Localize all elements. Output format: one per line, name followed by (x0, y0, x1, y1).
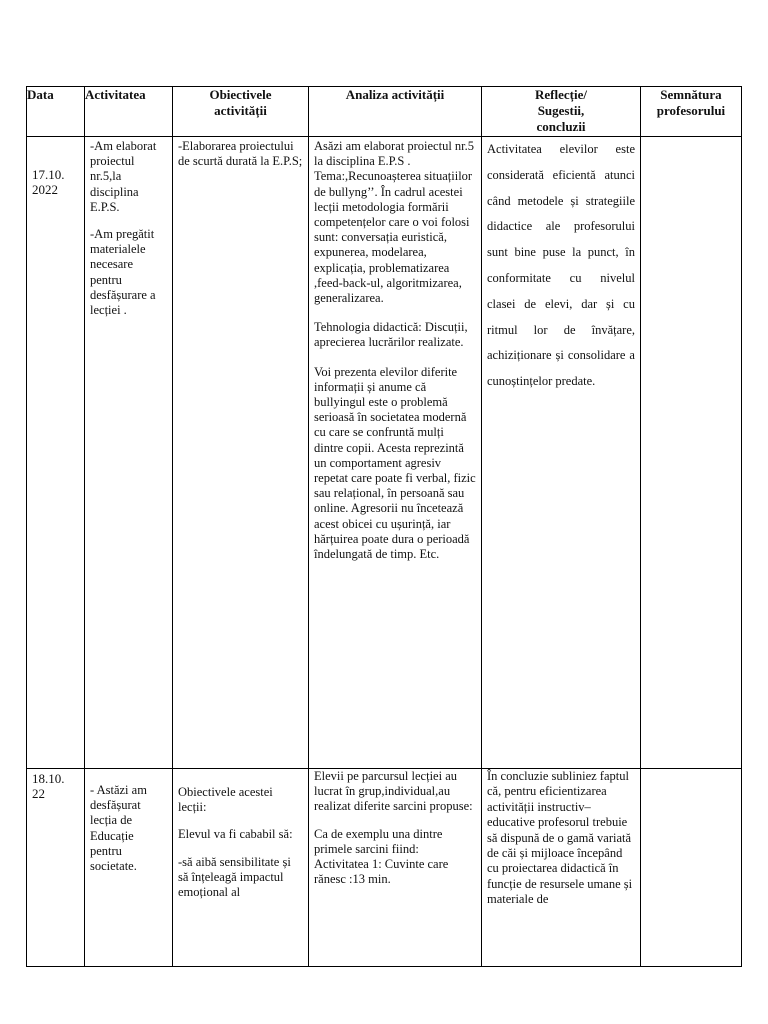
cell-analiza: Asăzi am elaborat proiectul nr.5 la disciplina E.P.S . Tema:,Recunoașterea situațiilor de bullyng’’. În cadrul acestei lecții metodologia formării competențelor care o voi folosi sunt: conversația euristică, expunerea, modelarea, explicația, problematizarea ,feed-back-ul, algoritmizarea, generalizarea. Tehnologia didactică: Discuții, aprecierea lucrărilor realizate. Voi prezenta elevilor diferite informații și anume că bullyingul este o problemă serioasă în societatea modernă cu care se confruntă mulți dintre copii. Acesta reprezintă un comportament agresiv repetat care poate fi verbal, fizic sau relațional, în persoană sau online. Agresorii nu încetează acest obicei cu ușurință, iar hărțuirea poate dura o perioadă îndelungată de timp. Etc. (309, 137, 482, 769)
cell-reflectie: Activitatea elevilor este considerată eficientă atunci când metodele și strategiile didactice ale profesorului sunt bine puse la punct, în conformitate cu nivelul clasei de elevi, dar și cu ritmul lor de învățare, achiziționare și consolidare a cunoștințelor predate. (482, 137, 641, 769)
header-activitatea: Activitatea (85, 87, 173, 137)
cell-analiza: Elevii pe parcursul lecției au lucrat în grup,individual,au realizat diferite sarcini propuse: Ca de exemplu una dintre primele sarcini fiind: Activitatea 1: Cuvinte care rănesc :13 min. (309, 769, 482, 967)
table-row (27, 769, 742, 967)
cell-date: 17.10. 2022 (27, 137, 85, 769)
cell-semnatura (641, 769, 742, 967)
cell-reflectie: În concluzie subliniez faptul că, pentru eficientizarea activității instructiv–educative profesorul trebuie să dispună de o gamă variată de căi și mijloace începând cu proiectarea didactică în funcție de resursele umane și materiale de (482, 769, 641, 967)
table-row (27, 137, 742, 769)
header-semnatura: Semnătura profesorului (641, 87, 742, 137)
cell-activitatea: - Astăzi am desfășurat lecția de Educație pentru societate. (85, 769, 173, 967)
cell-activitatea: -Am elaborat proiectul nr.5,la disciplina E.P.S. -Am pregătit materialele necesare pentru desfășurare a lecției . (85, 137, 173, 769)
activity-journal-table (26, 86, 742, 967)
header-data: Data (27, 87, 85, 137)
cell-date: 18.10. 22 (27, 769, 85, 967)
header-reflectie: Reflecție/ Sugestii, concluzii (482, 87, 641, 137)
cell-semnatura (641, 137, 742, 769)
cell-obiective: Obiectivele acestei lecții: Elevul va fi cababil să: -să aibă sensibilitate și să înțeleagă impactul emoțional al (173, 769, 309, 967)
header-analiza: Analiza activității (309, 87, 482, 137)
header-obiective: Obiectivele activității (173, 87, 309, 137)
cell-obiective: -Elaborarea proiectului de scurtă durată la E.P.S; (173, 137, 309, 769)
header-row (27, 87, 742, 137)
